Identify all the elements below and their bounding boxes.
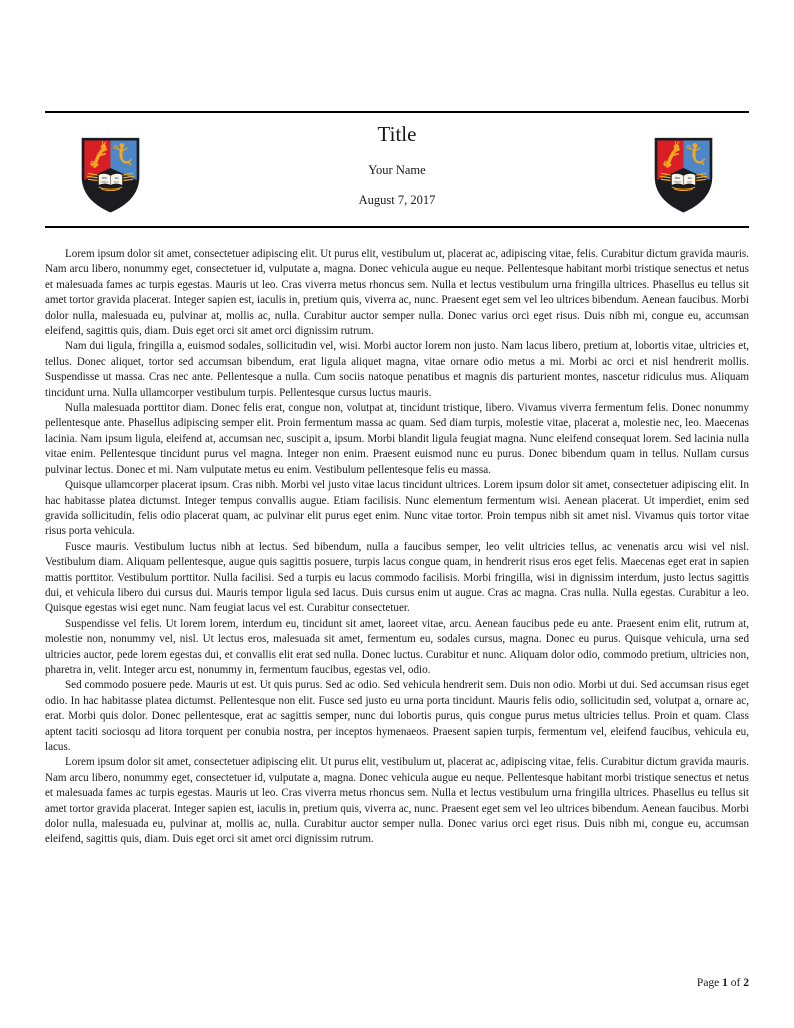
paragraph: Sed commodo posuere pede. Mauris ut est. Ut quis purus. Sed ac odio. Sed vehicula hendrerit sem. Duis non odio. Morbi ut dui. Sed accumsan risus eget odio. In hac habitasse platea dictumst. Pellentesque non elit. Fusce sed justo eu urna porta tincidunt. Mauris felis odio, sollicitudin sed, volutpat a, ornare ac, erat. Morbi quis dolor. Donec pellentesque, erat ac sagittis semper, nunc dui lobortis purus, quis congue purus metus ultricies tellus. Proin et quam. Class aptent taciti sociosqu ad litora torquent per conubia nostra, per inceptos hymenaeos. Praesent sapien turpis, fermentum vel, eleifend faucibus, vehicula eu, lacus. <box>45 679 749 753</box>
header-rule-bottom <box>45 226 749 228</box>
page-label: Page <box>696 977 720 989</box>
of-label: of <box>730 977 741 989</box>
paragraph: Lorem ipsum dolor sit amet, consectetuer adipiscing elit. Ut purus elit, vestibulum ut, placerat ac, adipiscing vitae, felis. Curabitur dictum gravida mauris. Nam arcu libero, nonummy eget, consectetuer id, vulputate a, magna. Donec vehicula augue eu neque. Pellentesque habitant morbi tristique senectus et netus et malesuada fames ac turpis egestas. Mauris ut leo. Cras viverra metus rhoncus sem. Nulla et lectus vestibulum urna fringilla ultrices. Phasellus eu tellus sit amet tortor gravida placerat. Integer sapien est, iaculis in, pretium quis, viverra ac, nunc. Praesent eget sem vel leo ultrices bibendum. Aenean faucibus. Morbi dolor nulla, malesuada eu, pulvinar at, mollis ac, nulla. Curabitur auctor semper nulla. Donec varius orci eget risus. Duis nibh mi, congue eu, accumsan eleifend, sagittis quis, diam. Duis eget orci sit amet orci dignissim rutrum. <box>45 756 749 846</box>
paragraph: Suspendisse vel felis. Ut lorem lorem, interdum eu, tincidunt sit amet, laoreet vitae, arcu. Aenean faucibus pede eu ante. Praesent enim elit, rutrum at, molestie non, nonummy vel, nisl. Ut lectus eros, malesuada sit amet, fermentum eu, sodales cursus, magna. Donec eu purus. Quisque vehicula, urna sed ultricies auctor, pede lorem egestas dui, et convallis elit erat sed nulla. Donec luctus. Curabitur et nunc. Aliquam dolor odio, commodo pretium, ultricies non, pharetra in, velit. Integer arcu est, nonummy in, fermentum faucibus, egestas vel, odio. <box>45 617 749 676</box>
paragraph: Lorem ipsum dolor sit amet, consectetuer adipiscing elit. Ut purus elit, vestibulum ut, placerat ac, adipiscing vitae, felis. Curabitur dictum gravida mauris. Nam arcu libero, nonummy eget, consectetuer id, vulputate a, magna. Donec vehicula augue eu neque. Pellentesque habitant morbi tristique senectus et netus et malesuada fames ac turpis egestas. Mauris ut leo. Cras viverra metus rhoncus sem. Nulla et lectus vestibulum urna fringilla ultrices. Phasellus eu tellus sit amet tortor gravida placerat. Integer sapien est, iaculis in, pretium quis, viverra ac, nunc. Praesent eget sem vel leo ultrices bibendum. Aenean faucibus. Morbi dolor nulla, malesuada eu, pulvinar at, mollis ac, nulla. Curabitur auctor semper nulla. Donec varius orci eget risus. Duis nibh mi, congue eu, accumsan eleifend, sagittis quis, diam. Duis eget orci sit amet orci dignissim rutrum. <box>45 248 749 338</box>
document-header <box>45 113 749 226</box>
total-pages: 2 <box>743 977 749 989</box>
document-title: Title <box>377 122 417 146</box>
page-footer <box>45 977 749 989</box>
paragraph: Nulla malesuada porttitor diam. Donec felis erat, congue non, volutpat at, tincidunt tristique, libero. Vivamus viverra fermentum felis. Donec nonummy pellentesque ante. Phasellus adipiscing semper elit. Proin fermentum massa ac quam. Sed diam turpis, molestie vitae, placerat a, molestie nec, leo. Maecenas lacinia. Nam ipsum ligula, eleifend at, accumsan nec, suscipit a, ipsum. Morbi blandit ligula feugiat magna. Nunc eleifend consequat lorem. Sed lacinia nulla vitae enim. Pellentesque tincidunt purus vel magna. Integer non enim. Praesent euismod nunc eu purus. Donec bibendum quam in tellus. Nullam cursus pulvinar lectus. Donec et mi. Nam vulputate metus eu enim. Vestibulum pellentesque felis eu massa. <box>45 402 749 476</box>
crest-right <box>650 134 717 214</box>
document-author: Your Name <box>368 163 426 177</box>
university-crest-icon <box>650 134 717 214</box>
document-body <box>45 247 749 848</box>
paragraph: Quisque ullamcorper placerat ipsum. Cras nibh. Morbi vel justo vitae lacus tincidunt ultrices. Lorem ipsum dolor sit amet, consectetuer adipiscing elit. In hac habitasse platea dictumst. Integer tempus convallis augue. Etiam facilisis. Nunc elementum fermentum wisi. Aenean placerat. Ut imperdiet, enim sed gravida sollicitudin, felis odio placerat quam, ac pulvinar elit purus eget enim. Nunc vitae tortor. Proin tempus nibh sit amet nisl. Vivamus quis tortor vitae risus porta vehicula. <box>45 479 749 538</box>
paragraph: Fusce mauris. Vestibulum luctus nibh at lectus. Sed bibendum, nulla a faucibus semper, leo velit ultricies tellus, ac venenatis arcu wisi vel nisl. Vestibulum diam. Aliquam pellentesque, augue quis sagittis posuere, turpis lacus congue quam, in hendrerit risus eros eget felis. Maecenas eget erat in sapien mattis porttitor. Vestibulum porttitor. Nulla facilisi. Sed a turpis eu lacus commodo facilisis. Morbi fringilla, wisi in dignissim interdum, justo lectus sagittis dui, et vehicula libero dui cursus dui. Mauris tempor ligula sed lacus. Duis cursus enim ut augue. Cras ac magna. Cras nulla. Nulla egestas. Curabitur a leo. Quisque egestas wisi eget nunc. Nam feugiat lacus vel est. Curabitur consectetuer. <box>45 540 749 615</box>
paragraph: Nam dui ligula, fringilla a, euismod sodales, sollicitudin vel, wisi. Morbi auctor lorem non justo. Nam lacus libero, pretium at, lobortis vitae, ultricies et, tellus. Donec aliquet, tortor sed accumsan bibendum, erat ligula aliquet magna, vitae ornare odio metus a mi. Morbi ac orci et nisl hendrerit mollis. Suspendisse ut massa. Cras nec ante. Pellentesque a nulla. Cum sociis natoque penatibus et magnis dis parturient montes, nascetur ridiculus mus. Aliquam tincidunt urna. Nulla ullamcorper vestibulum turpis. Pellentesque cursus luctus mauris. <box>45 340 749 399</box>
document-date: August 7, 2017 <box>358 193 436 207</box>
page-number: 1 <box>722 977 728 989</box>
